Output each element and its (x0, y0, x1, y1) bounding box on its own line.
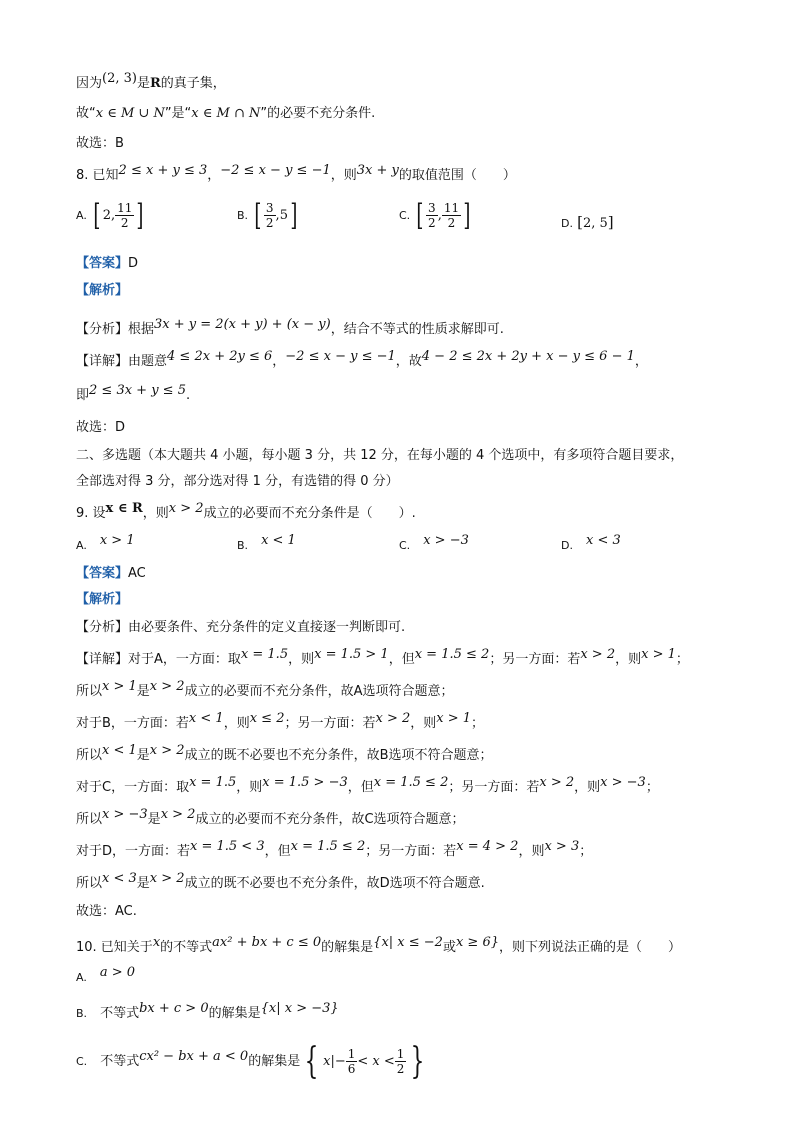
q9-option-c: C. x > −3 (399, 533, 469, 552)
section-2-title-cont: 全部选对得 3 分，部分选对得 1 分，有选错的得 0 分） (76, 474, 399, 489)
q8-option-c: C. [ $\frac{3}{2}$ , $\frac{11}{2}$ ] (399, 197, 471, 233)
q9-option-a: A. x > 1 (76, 533, 135, 552)
analysis-heading-9: 【解析】 (76, 592, 129, 607)
fraction: $\frac{3}{2}$ (265, 201, 274, 230)
q10-option-c: C. 不等式cx² − bx + a < 0的解集是 { x|− $\frac{1}{6}$ < x < $\frac{1}{2}$ } (76, 1040, 425, 1082)
detail-8-result: 即2 ≤ 3x + y ≤ 5. (76, 383, 191, 403)
math-intersection: x ∈ M ∩ N (191, 106, 261, 121)
detail-9-b1: 对于B，一方面：若x < 1，则x ≤ 2；另一方面：若x > 2，则x > 1； (76, 711, 485, 731)
analysis-heading-8: 【解析】 (76, 283, 129, 298)
detail-9-d2: 所以x < 3是x > 2成立的既不必要也不充分条件，故D选项不符合题意. (76, 871, 485, 891)
answer-8: 【答案】D (76, 256, 139, 271)
q8-option-a: A. [ 2, $\frac{11}{2}$ ] (76, 197, 144, 233)
math-real-set: R (149, 76, 161, 91)
line-subset: 因为(2, 3)是R的真子集， (76, 71, 226, 91)
q10-option-b: B. 不等式bx + c > 0的解集是{x| x > −3} (76, 1001, 339, 1021)
answer-line-8: 故选：D (76, 420, 126, 435)
answer-9: 【答案】AC (76, 566, 146, 581)
q10-option-a: A. a > 0 (76, 965, 136, 984)
fraction: $\frac{3}{2}$ (428, 201, 436, 230)
question-9: 9. 设x ∈ R，则x > 2成立的必要而不充分条件是（ ）. (76, 501, 416, 521)
q9-option-d: D. x < 3 (561, 533, 621, 552)
section-2-title: 二、多选题（本大题共 4 小题，每小题 3 分，共 12 分，在每小题的 4 个选项中，有多项符合题目要求， (76, 448, 684, 463)
detail-9-a2: 所以x > 1是x > 2成立的必要而不充分条件，故A选项符合题意； (76, 679, 454, 699)
fraction: $\frac{11}{2}$ (117, 201, 133, 230)
analysis-9: 【分析】由必要条件、充分条件的定义直接逐一判断即可. (76, 620, 406, 635)
answer-line-9: 故选：AC. (76, 904, 137, 919)
question-10: 10. 已知关于x的不等式ax² + bx + c ≤ 0的解集是{x| x ≤ −2或x ≥ 6}，则下列说法正确的是（ ） (76, 935, 682, 955)
analysis-8: 【分析】根据3x + y = 2(x + y) + (x − y)，结合不等式的性质求解即可. (76, 317, 504, 337)
detail-9-c1: 对于C，一方面：取x = 1.5，则x = 1.5 > −3，但x = 1.5 ≤ 2；另一方面：若x > 2，则x > −3； (76, 775, 659, 795)
math-interval: (2, 3) (102, 71, 137, 86)
detail-8: 【详解】由题意4 ≤ 2x + 2y ≤ 6，−2 ≤ x − y ≤ −1，故4 − 2 ≤ 2x + 2y + x − y ≤ 6 − 1， (76, 349, 648, 369)
answer-line-7: 故选：B (76, 136, 124, 151)
detail-9-a1: 【详解】对于A，一方面：取x = 1.5，则x = 1.5 > 1，但x = 1.5 ≤ 2；另一方面：若x > 2，则x > 1； (76, 647, 689, 667)
math-union: x ∈ M ∪ N (95, 106, 165, 121)
q8-option-d: D. [2, 5] (561, 213, 614, 231)
fraction: $\frac{1}{6}$ (347, 1047, 356, 1076)
detail-9-b2: 所以x < 1是x > 2成立的既不必要也不充分条件，故B选项不符合题意； (76, 743, 493, 763)
q9-option-b: B. x < 1 (237, 533, 296, 552)
line-conclusion: 故“x ∈ M ∪ N”是“x ∈ M ∩ N”的必要不充分条件. (76, 106, 376, 121)
fraction: $\frac{11}{2}$ (443, 201, 460, 230)
detail-9-c2: 所以x > −3是x > 2成立的必要而不充分条件，故C选项符合题意； (76, 807, 465, 827)
detail-9-d1: 对于D，一方面：若x = 1.5 < 3，但x = 1.5 ≤ 2；另一方面：若x = 4 > 2，则x > 3； (76, 839, 593, 859)
q8-option-b: B. [ $\frac{3}{2}$ ,5] (237, 197, 298, 233)
question-8: 8. 已知2 ≤ x + y ≤ 3，−2 ≤ x − y ≤ −1，则3x + y的取值范围（ ） (76, 163, 516, 183)
fraction: $\frac{1}{2}$ (396, 1047, 405, 1076)
